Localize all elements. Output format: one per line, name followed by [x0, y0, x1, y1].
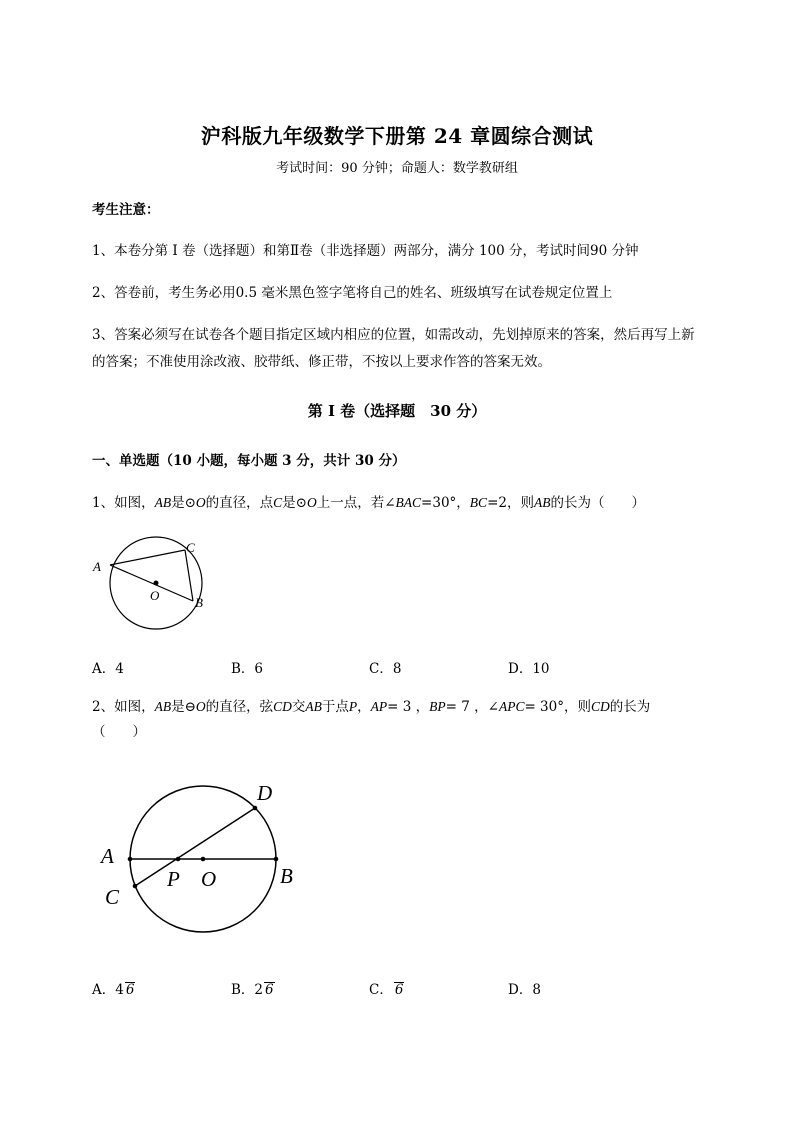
page-title: 沪科版九年级数学下册第 24 章圆综合测试 [200, 124, 594, 148]
q2-option-b[interactable]: B．2 6 [231, 982, 274, 998]
question-2-stem: 2、如图，AB是⊖O的直径，弦CD交AB于点P，AP= 3 ，BP= 7 ，∠APC= 30°，则CD的长为 [92, 699, 651, 715]
point-p [176, 857, 181, 862]
notice-item-2: 2、答卷前，考生务必用0.5 毫米黑色签字笔将自己的姓名、班级填写在试卷规定位置上 [92, 285, 613, 301]
q2-option-c[interactable]: C． 6 [369, 982, 404, 998]
exam-info: 考试时间：90 分钟；命题人：数学教研组 [276, 161, 518, 176]
point-d [253, 806, 258, 811]
label-b: B [195, 595, 203, 610]
q1-option-d[interactable]: D．10 [508, 661, 550, 677]
section-title: 第 I 卷（选择题 30 分） [307, 402, 487, 420]
label-a: A [101, 844, 114, 868]
chord-cd [135, 808, 255, 886]
label-b: B [280, 864, 293, 888]
point-c [133, 884, 138, 889]
center-dot [154, 581, 159, 586]
label-p: P [167, 867, 180, 891]
q2-option-d[interactable]: D．8 [508, 982, 541, 998]
point-o [201, 857, 206, 862]
question-2-stem-cont: （ ） [92, 724, 146, 740]
part-title: 一、单选题（10 小题，每小题 3 分，共计 30 分） [92, 453, 406, 469]
label-o: O [150, 588, 160, 603]
label-a: A [93, 559, 101, 574]
label-c: C [105, 885, 120, 909]
question-1-stem: 1、如图，AB是⊙O的直径，点C是⊙O上一点，若∠BAC=30°，BC=2，则AB的长为（ ） [92, 495, 645, 511]
point-a [128, 857, 133, 862]
point-b [274, 857, 279, 862]
q1-option-b[interactable]: B．6 [231, 661, 264, 677]
q2-option-a[interactable]: A．4 6 [92, 982, 135, 998]
question-2-figure [95, 770, 315, 950]
label-d: D [257, 781, 273, 805]
notice-heading: 考生注意： [92, 202, 160, 218]
notice-item-3: 3、答案必须写在试卷各个题目指定区域内相应的位置，如需改动，先划掉原来的答案，然后再写上新 [92, 327, 695, 343]
notice-item-1: 1、本卷分第 I 卷（选择题）和第Ⅱ卷（非选择题）两部分，满分 100 分，考试时间90 分钟 [92, 243, 639, 259]
question-1-figure [85, 530, 215, 640]
q1-option-a[interactable]: A．4 [92, 661, 124, 677]
notice-item-3-cont: 的答案；不准使用涂改液、胶带纸、修正带，不按以上要求作答的答案无效。 [92, 354, 551, 370]
chord-cb [185, 550, 193, 601]
label-c: C [186, 540, 195, 555]
label-o: O [201, 867, 217, 891]
q1-option-c[interactable]: C．8 [369, 661, 402, 677]
